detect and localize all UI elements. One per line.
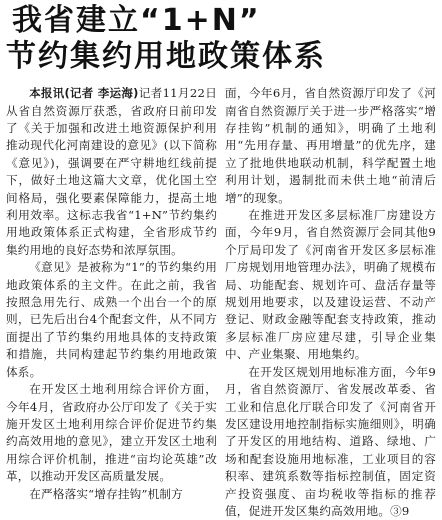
headline-line-1: 我省建立“1+N” [12, 3, 261, 38]
article-paragraph: 《意见》是被称为“1”的节约集约用地政策体系的主文件。在此之前，我省按照急用先行、成熟一个出台一个的原则，已先后出台4个配套文件，从不同方面提出了节约集约用地具体的支持政策和措施，共同构建起节约集约用地政策体系。 [6, 260, 217, 379]
article-paragraph: 在开发区土地利用综合评价方面，今年4月，省政府办公厅印发了《关于实施开发区土地利用综合评价促进节约集约高效用地的意见》，建立开发区土地利用综合评价机制，推进“亩均论英雄”改革，以推动开发区高质量发展。 [6, 382, 217, 484]
article-column-left [6, 85, 217, 520]
article-body [6, 85, 436, 520]
article-column-right [225, 85, 436, 520]
byline: 本报讯(记者 李运海) [29, 86, 139, 101]
article-paragraph: 本报讯(记者 李运海)记者11月22日从省自然资源厅获悉，省政府日前印发了《关于加强和改进土地资源保护利用推动现代化河南建设的意见》(以下简称《意见》)，强调要在严守耕地红线前提下，做好土地这篇大文章，优化国土空间格局，强化要素保障能力，提高土地利用效率。这标志我省“1+N”节约集约用地政策体系正式构建，全省形成节约集约用地的良好态势和浓厚氛围。 [6, 86, 217, 257]
headline-line-2: 节约集约用地政策体系 [6, 38, 326, 74]
article-paragraph: 面，今年6月，省自然资源厅印发了《河南省自然资源厅关于进一步严格落实“增存挂钩”机制的通知》，明确了土地利用“先用存量、再用增量”的优先序，建立了批地供地联动机制，科学配置土地利用计划，遏制批而未供土地“前清后增”的现象。 [225, 86, 436, 205]
article-paragraph: 在推进开发区多层标准厂房建设方面，今年9月，省自然资源厅会同其他9个厅局印发了《河南省开发区多层标准厂房规划用地管理办法》，明确了规模布局、功能配套、规划许可、盘活存量等规划用地要求，以及建设运营、不动产登记、财政金融等配套支持政策，推动多层标准厂房应建尽建，引导企业集中、产业集聚、用地集约。 [225, 208, 436, 362]
article-paragraph: 在严格落实“增存挂钩”机制方 [29, 486, 183, 501]
article-paragraph: 在开发区规划用地标准方面，今年9月，省自然资源厅、省发展改革委、省工业和信息化厅联合印发了《河南省开发区建设用地控制指标实施细则》，明确了开发区的用地结构、道路、绿地、广场和配套设施用地标准，工业项目的容积率、建筑系数等指标控制值，固定资产投资强度、亩均税收等指标的推荐值，促进开发区集约高效用地。③9 [225, 364, 436, 518]
